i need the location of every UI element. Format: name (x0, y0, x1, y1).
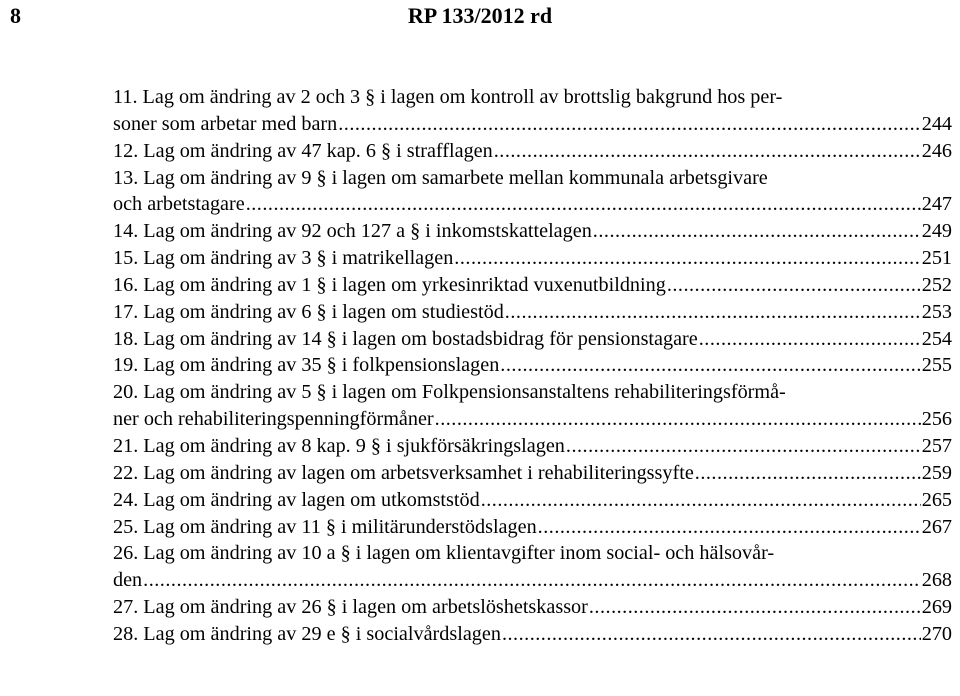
toc-entry-last-line (113, 191, 952, 218)
dot-leader (566, 433, 921, 460)
toc-entry (113, 299, 952, 326)
toc-entry (113, 540, 952, 594)
toc-entry-last-line (113, 514, 952, 541)
toc-entry-last-line (113, 406, 952, 433)
toc-entry-title: ner och rehabiliteringspenningförmåner (113, 408, 434, 431)
toc-page-number: 251 (921, 247, 952, 270)
toc-entry-title: 21. Lag om ändring av 8 kap. 9 § i sjukförsäkringslagen (113, 434, 565, 457)
toc-entry-line (113, 540, 952, 567)
toc-page-number: 254 (921, 327, 952, 350)
toc-entry-last-line (113, 111, 952, 138)
toc-entry-title: soner som arbetar med barn (113, 112, 338, 135)
toc-entry-title: 22. Lag om ändring av lagen om arbetsverksamhet i rehabiliteringssyfte (113, 461, 694, 484)
toc-page-number: 267 (921, 515, 952, 538)
toc-entry (113, 138, 952, 165)
toc-entry (113, 460, 952, 487)
toc-entry-title: 26. Lag om ändring av 10 a § i lagen om klientavgifter inom social- och hälsovår- (113, 542, 775, 565)
toc-entry-last-line (113, 621, 952, 648)
toc-entry-last-line (113, 272, 952, 299)
toc-page-number: 247 (921, 193, 952, 216)
toc-entry (113, 84, 952, 138)
toc-entry (113, 621, 952, 648)
toc-entry-line (113, 379, 952, 406)
dot-leader (695, 460, 921, 487)
dot-leader (538, 514, 921, 541)
toc-entry-line (113, 165, 952, 192)
dot-leader (246, 191, 921, 218)
toc-entry-last-line (113, 460, 952, 487)
toc-page-number: 249 (921, 220, 952, 243)
toc-page-number: 244 (921, 112, 952, 135)
dot-leader (481, 487, 921, 514)
toc-entry-line (113, 84, 952, 111)
document-title: RP 133/2012 rd (407, 3, 553, 28)
toc-entry-title: 14. Lag om ändring av 92 och 127 a § i inkomstskattelagen (113, 220, 592, 243)
toc-entry (113, 514, 952, 541)
toc-entry-last-line (113, 433, 952, 460)
dot-leader (143, 567, 921, 594)
toc-page-number: 268 (921, 569, 952, 592)
toc-page-number: 259 (921, 461, 952, 484)
toc-entry-title: 20. Lag om ändring av 5 § i lagen om Folkpensionsanstaltens rehabiliteringsförmå- (113, 381, 786, 404)
dot-leader (505, 299, 921, 326)
toc-entry-title: och arbetstagare (113, 193, 245, 216)
toc-entry-title: den (113, 569, 143, 592)
toc-entry (113, 326, 952, 353)
toc-entry-title: 11. Lag om ändring av 2 och 3 § i lagen om kontroll av brottslig bakgrund hos per- (113, 86, 783, 108)
dot-leader (435, 406, 921, 433)
toc-entry-last-line (113, 487, 952, 514)
toc-entry-last-line (113, 299, 952, 326)
toc-entry-title: 18. Lag om ändring av 14 § i lagen om bostadsbidrag för pensionstagare (113, 327, 698, 350)
dot-leader (589, 594, 921, 621)
toc-entry-last-line (113, 594, 952, 621)
dot-leader (593, 218, 921, 245)
dot-leader (502, 621, 921, 648)
toc-entry (113, 487, 952, 514)
dot-leader (454, 245, 920, 272)
toc-entry (113, 165, 952, 219)
toc-entry-title: 25. Lag om ändring av 11 § i militärunderstödslagen (113, 515, 537, 538)
toc-entry-last-line (113, 326, 952, 353)
toc-page-number: 253 (921, 300, 952, 323)
toc-entry-title: 15. Lag om ändring av 3 § i matrikellagen (113, 247, 454, 270)
toc-page-number: 246 (921, 139, 952, 162)
toc-entry-title: 16. Lag om ändring av 1 § i lagen om yrkesinriktad vuxenutbildning (113, 273, 666, 296)
dot-leader (699, 326, 921, 353)
toc-page-number: 256 (921, 408, 952, 431)
toc-entry (113, 218, 952, 245)
dot-leader (494, 138, 921, 165)
toc-page-number: 252 (921, 273, 952, 296)
toc-entry (113, 379, 952, 433)
toc-entry (113, 272, 952, 299)
dot-leader (667, 272, 921, 299)
toc-entry-title: 24. Lag om ändring av lagen om utkomststöd (113, 488, 480, 511)
toc-page-number: 265 (921, 488, 952, 511)
toc-entry-title: 28. Lag om ändring av 29 e § i socialvårdslagen (113, 622, 501, 645)
toc-page-number: 269 (921, 596, 952, 619)
toc-page-number: 270 (921, 622, 952, 645)
toc-entry-title: 13. Lag om ändring av 9 § i lagen om samarbete mellan kommunala arbetsgivare (113, 166, 768, 189)
toc-page-number: 255 (921, 354, 952, 377)
page-number: 8 (10, 3, 21, 28)
toc-entry-title: 17. Lag om ändring av 6 § i lagen om studiestöd (113, 300, 504, 323)
toc-entry (113, 433, 952, 460)
toc-entry (113, 245, 952, 272)
toc-entry-last-line (113, 245, 952, 272)
dot-leader (338, 111, 920, 138)
table-of-contents (113, 84, 952, 648)
toc-entry-title: 19. Lag om ändring av 35 § i folkpensionslagen (113, 354, 500, 377)
toc-entry-last-line (113, 218, 952, 245)
toc-entry-last-line (113, 138, 952, 165)
toc-entry (113, 352, 952, 379)
toc-entry-last-line (113, 352, 952, 379)
toc-entry-title: 27. Lag om ändring av 26 § i lagen om arbetslöshetskassor (113, 596, 588, 619)
toc-entry-title: 12. Lag om ändring av 47 kap. 6 § i strafflagen (113, 139, 493, 162)
toc-entry-last-line (113, 567, 952, 594)
toc-entry (113, 594, 952, 621)
toc-page-number: 257 (921, 434, 952, 457)
dot-leader (500, 352, 920, 379)
